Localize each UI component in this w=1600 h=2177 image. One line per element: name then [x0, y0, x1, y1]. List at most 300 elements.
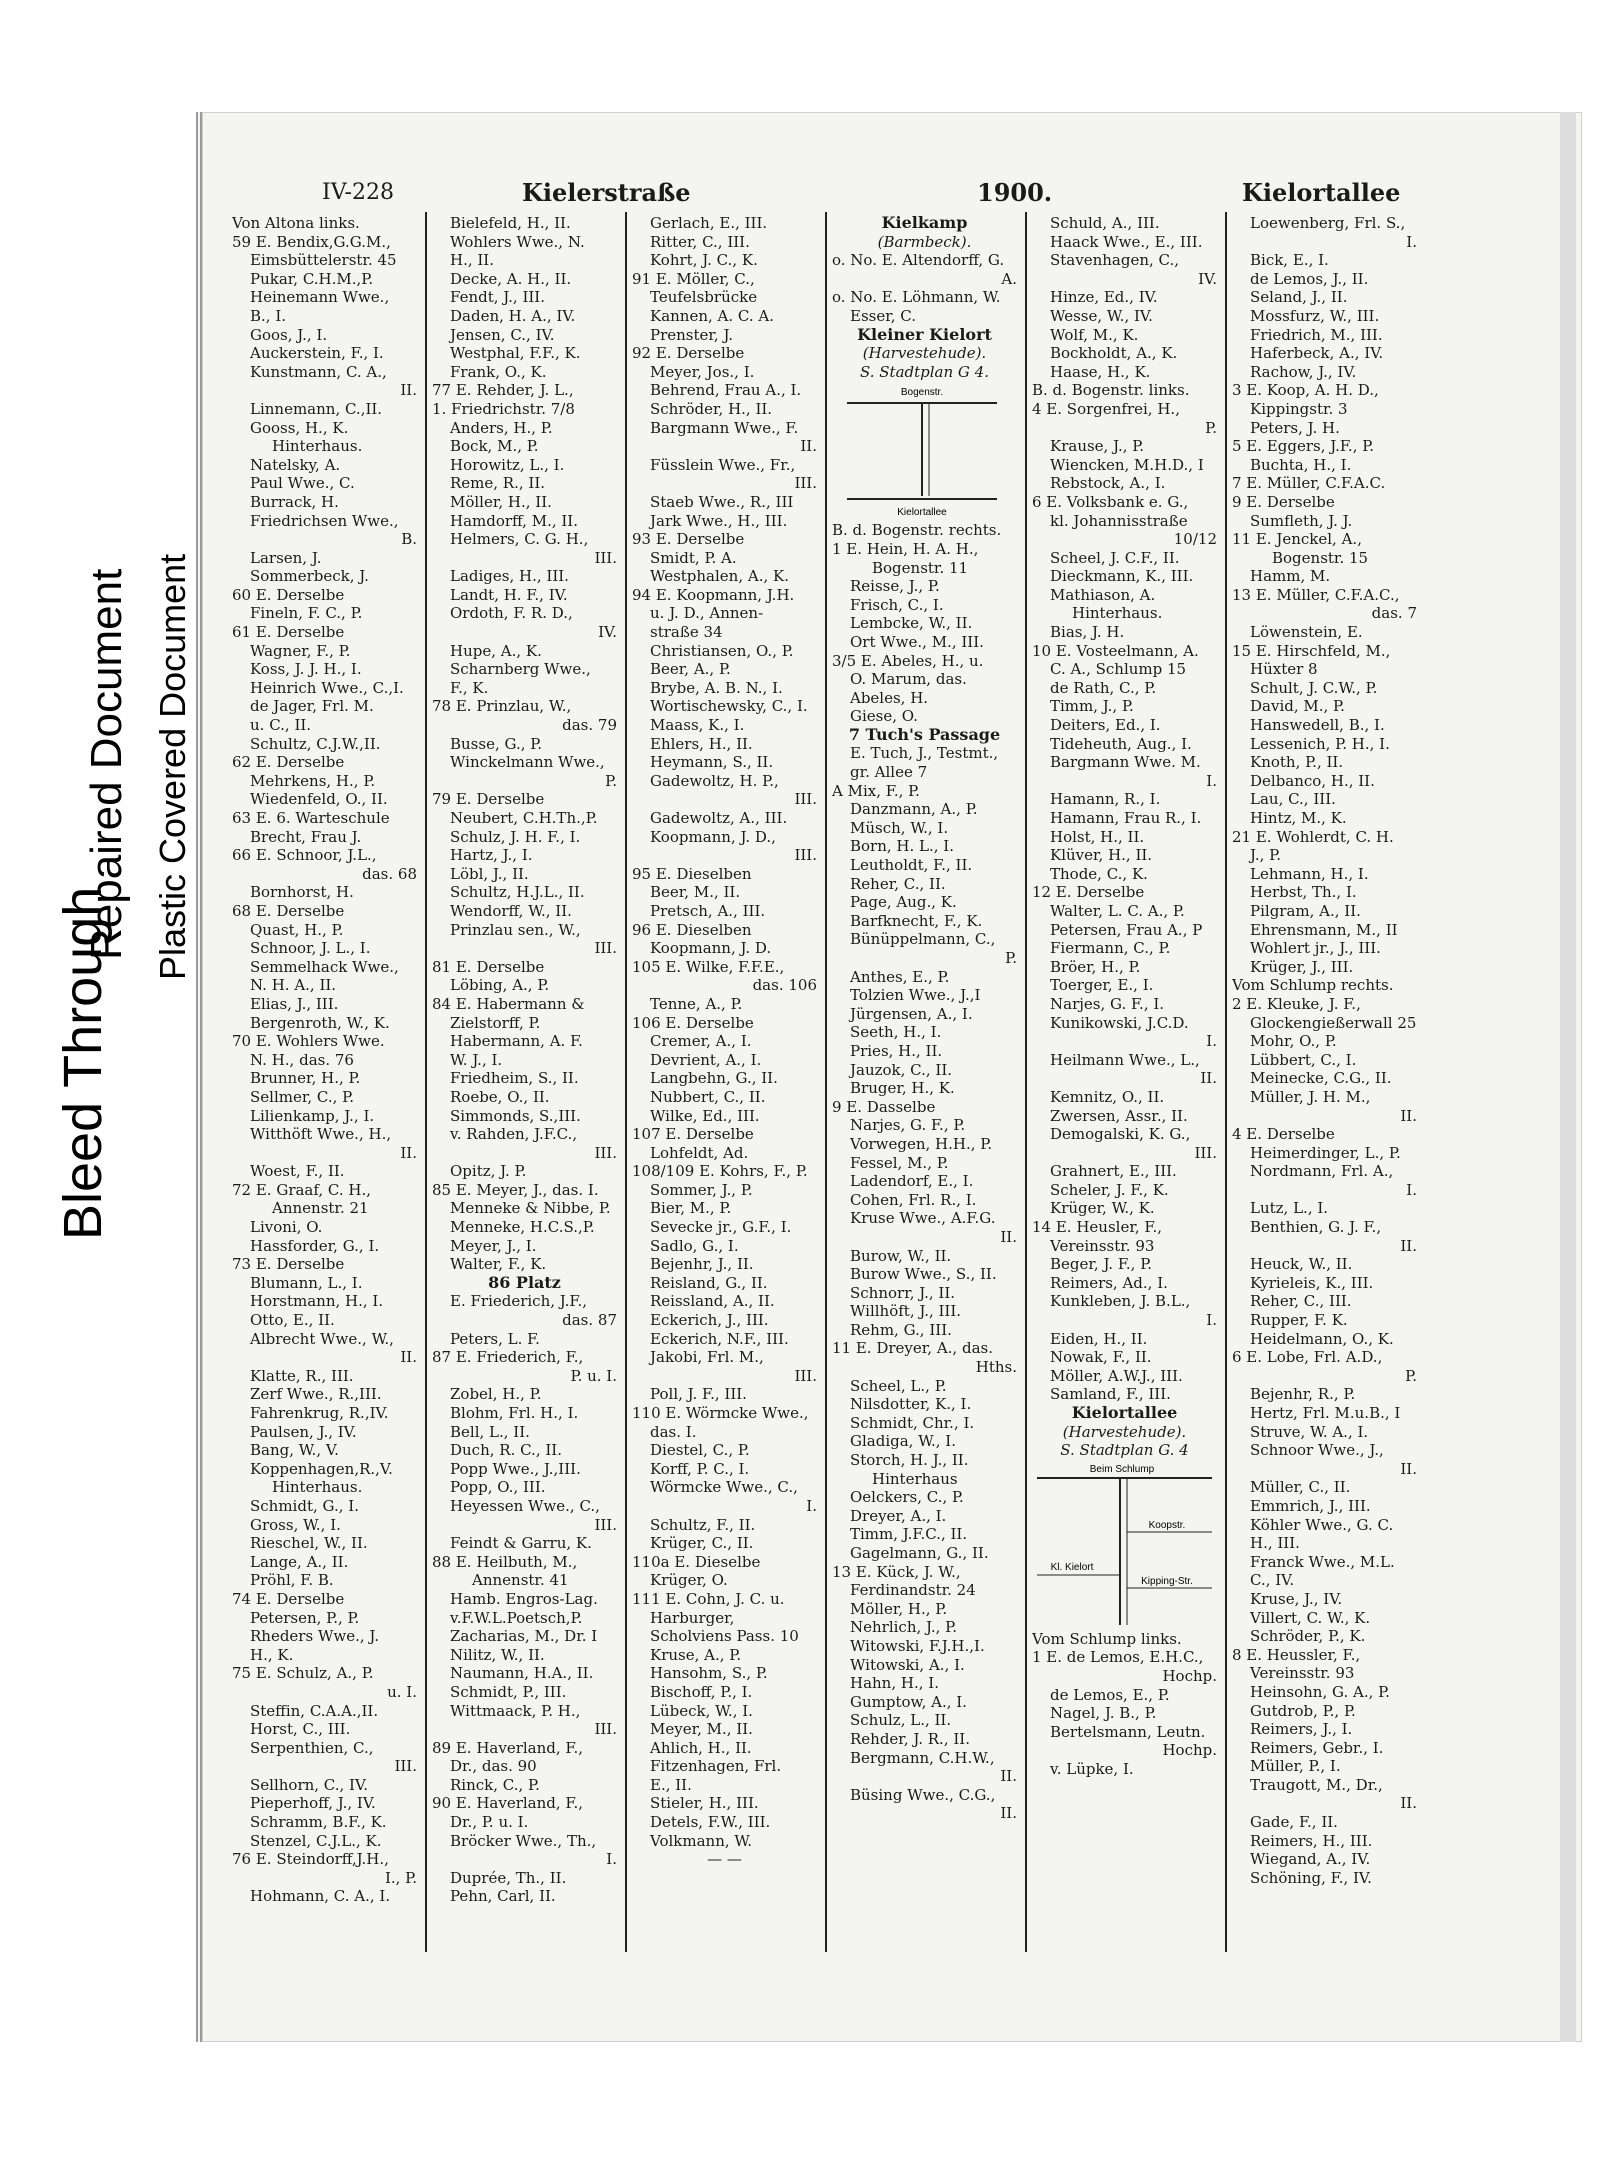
directory-entry: 1 E. Hein, H. A. H., [832, 539, 979, 558]
directory-entry: Hintz, M., K. [1250, 809, 1347, 827]
directory-entry: Friedrich, M., III. [1250, 325, 1383, 344]
directory-entry: 94 E. Koopmann, J.H. [632, 585, 795, 604]
directory-entry: Koppenhagen,R.,V. [250, 1459, 393, 1478]
directory-entry: — — [707, 1850, 742, 1869]
directory-entry: Emmrich, J., III. [1250, 1496, 1371, 1515]
directory-entry: Reisland, G., II. [650, 1273, 768, 1292]
directory-entry: Nordmann, Frl. A., [1250, 1162, 1394, 1181]
directory-entry: Pröhl, F. B. [250, 1571, 334, 1590]
directory-entry: Kruse Wwe., A.F.G. [850, 1209, 996, 1228]
directory-entry: J., P. [1250, 846, 1281, 865]
directory-entry: Hochp. [1162, 1741, 1217, 1760]
directory-entry: Löbing, A., P. [450, 976, 550, 995]
directory-entry: Burow Wwe., S., II. [850, 1265, 997, 1284]
directory-entry: III. [794, 474, 817, 493]
directory-entry: Rachow, J., IV. [1250, 362, 1357, 381]
directory-entry: S. Stadtplan G. 4 [1060, 1441, 1189, 1460]
directory-entry: Beer, M., II. [650, 883, 741, 902]
directory-entry: 70 E. Wohlers Wwe. [232, 1032, 385, 1051]
directory-entry: Wiedenfeld, O., II. [250, 790, 388, 809]
directory-entry: H., III. [1250, 1534, 1300, 1553]
column-1 [232, 214, 417, 1906]
directory-entry: de Rath, C., P. [1050, 678, 1157, 697]
directory-entry: Hochp. [1162, 1666, 1217, 1685]
directory-entry: Petersen, Frau A., P [1050, 920, 1203, 939]
directory-entry: Hamann, Frau R., I. [1050, 809, 1202, 827]
directory-entry: Livoni, O. [250, 1218, 323, 1237]
directory-entry: Rieschel, W., II. [250, 1534, 368, 1553]
directory-entry: Bock, M., P. [450, 437, 539, 456]
street-map-1 [832, 381, 1017, 521]
directory-entry: 3/5 E. Abeles, H., u. [832, 651, 984, 670]
directory-entry: B., I. [250, 306, 287, 325]
directory-entry: II. [400, 1348, 417, 1367]
directory-entry: kl. Johannisstraße [1050, 511, 1188, 530]
directory-entry: P. u. I. [570, 1366, 617, 1385]
directory-entry: Popp, O., III. [450, 1478, 546, 1497]
directory-entry: Schöning, F., IV. [1250, 1868, 1372, 1887]
directory-entry: Bergenroth, W., K. [250, 1013, 390, 1032]
directory-entry: 1 E. de Lemos, E.H.C., [1032, 1648, 1204, 1667]
directory-entry: II. [1200, 1069, 1217, 1088]
directory-entry: 87 E. Friederich, F., [432, 1348, 584, 1367]
directory-entry: II. [1000, 1804, 1017, 1823]
directory-entry: I. [1406, 1180, 1417, 1199]
directory-entry: Rupper, F. K. [1250, 1311, 1348, 1330]
directory-entry: Meyer, M., II. [650, 1720, 753, 1739]
street-map [832, 381, 1017, 521]
directory-entry: Burow, W., II. [850, 1246, 952, 1265]
directory-entry: Behrend, Frau A., I. [650, 381, 802, 400]
directory-entry: Bischoff, P., I. [650, 1682, 753, 1701]
directory-entry: Born, H. L., I. [850, 837, 954, 856]
directory-entry: Timm, J., P. [1050, 697, 1134, 716]
directory-entry: 9 E. Derselbe [1232, 492, 1335, 511]
directory-entry: Reimers, Ad., I. [1050, 1273, 1168, 1292]
directory-entry: Hinterhaus. [272, 437, 363, 456]
directory-entry: Heuck, W., II. [1250, 1255, 1353, 1274]
directory-entry: Meyer, J., I. [450, 1236, 537, 1255]
directory-entry: Tenne, A., P. [650, 994, 743, 1013]
directory-entry: Bargmann Wwe. M. [1050, 753, 1201, 772]
repaired-label: Repaired Document [82, 568, 131, 960]
directory-entry: Danzmann, A., P. [850, 800, 978, 819]
directory-entry: Bockholdt, A., K. [1050, 344, 1178, 363]
directory-entry: Reher, C., III. [1250, 1292, 1352, 1311]
directory-entry: Müller, J. H. M., [1250, 1087, 1371, 1106]
directory-entry: 9 E. Dasselbe [832, 1097, 936, 1116]
directory-entry: Reme, R., II. [450, 474, 546, 493]
directory-entry: Koopmann, J. D. [650, 939, 772, 958]
column-divider [1025, 212, 1027, 1952]
directory-entry: Hamb. Engros-Lag. [450, 1589, 598, 1608]
directory-entry: Menneke, H.C.S.,P. [450, 1218, 595, 1237]
directory-entry: Eiden, H., II. [1050, 1329, 1148, 1348]
directory-entry: 61 E. Derselbe [232, 623, 345, 642]
directory-entry: W. J., I. [450, 1050, 503, 1069]
directory-entry: Wendorff, W., II. [450, 901, 572, 920]
directory-entry: Anthes, E., P. [850, 967, 950, 986]
directory-entry: (Harvestehude). [862, 344, 987, 363]
directory-entry: Scheel, L., P. [850, 1376, 947, 1395]
directory-entry: Schultz, H.J.L., II. [450, 883, 585, 902]
directory-entry: Brybe, A. B. N., I. [650, 678, 783, 697]
plastic-label: Plastic Covered Document [152, 553, 193, 980]
directory-entry: Ahlich, H., II. [650, 1738, 752, 1757]
directory-entry: B. [401, 530, 417, 549]
directory-entry: Prinzlau sen., W., [450, 920, 581, 939]
directory-entry: Hupe, A., K. [450, 641, 542, 660]
directory-entry: Scheel, J. C.F., II. [1050, 548, 1180, 567]
directory-entry: III. [794, 790, 817, 809]
directory-entry: Jürgensen, A., I. [850, 1004, 973, 1023]
directory-entry: 106 E. Derselbe [632, 1013, 754, 1032]
directory-entry: Scharnberg Wwe., [450, 660, 591, 679]
directory-entry: Ehrensmann, M., II [1250, 920, 1398, 939]
directory-entry: Rinck, C., P. [450, 1775, 540, 1794]
directory-entry: II. [800, 437, 817, 456]
directory-entry: o. No. E. Altendorff, G. [832, 251, 1005, 270]
directory-entry: Wörmcke Wwe., C., [650, 1478, 798, 1497]
directory-entry: Heinemann Wwe., [250, 288, 390, 307]
directory-entry: Zobel, H., P. [450, 1385, 542, 1404]
directory-entry: 81 E. Derselbe [432, 957, 545, 976]
directory-entry: Jakobi, Frl. M., [650, 1348, 764, 1367]
directory-entry: Bröcker Wwe., Th., [450, 1831, 597, 1850]
directory-entry: Nubbert, C., II. [650, 1087, 766, 1106]
directory-entry: Naumann, H.A., II. [450, 1664, 594, 1683]
directory-entry: Elias, J., III. [250, 994, 339, 1013]
directory-entry: 21 E. Wohlerdt, C. H. [1232, 827, 1394, 846]
directory-entry: Lessenich, P. H., I. [1250, 734, 1390, 753]
directory-entry: Gladiga, W., I. [850, 1432, 956, 1451]
directory-entry: Heinrich Wwe., C.,I. [250, 678, 404, 697]
directory-entry: Ort Wwe., M., III. [850, 632, 984, 651]
directory-entry: Koopmann, J. D., [650, 827, 776, 846]
directory-entry: Horstmann, H., I. [250, 1292, 384, 1311]
directory-entry: 14 E. Heusler, F., [1032, 1218, 1162, 1237]
directory-entry: 3 E. Koop, A. H. D., [1232, 381, 1379, 400]
directory-entry: 85 E. Meyer, J., das. I. [432, 1180, 599, 1199]
directory-entry: Dieckmann, K., III. [1050, 567, 1194, 586]
directory-entry: Teufelsbrücke [650, 288, 758, 307]
directory-entry: u. C., II. [250, 716, 312, 735]
directory-entry: Zacharias, M., Dr. I [450, 1627, 598, 1646]
directory-entry: Lohfeldt, Ad. [650, 1143, 749, 1162]
directory-entry: Rehm, G., III. [850, 1320, 952, 1339]
directory-entry: Page, Aug., K. [850, 893, 957, 912]
directory-entry: Lehmann, H., I. [1250, 864, 1369, 883]
bleed-through-label: Bleed Through [53, 886, 113, 1240]
column-divider [825, 212, 827, 1952]
directory-entry: Vom Schlump links. [1032, 1629, 1182, 1648]
directory-entry: Witowski, F.J.H.,I. [850, 1636, 985, 1655]
directory-entry: Heidelmann, O., K. [1250, 1329, 1394, 1348]
directory-entry: Annenstr. 21 [272, 1199, 369, 1218]
directory-entry: Devrient, A., I. [650, 1050, 762, 1069]
directory-entry: Vereinsstr. 93 [1250, 1664, 1355, 1683]
directory-entry: IV. [1198, 269, 1217, 288]
directory-entry: H., II. [450, 251, 495, 270]
directory-entry: Reimers, H., III. [1250, 1831, 1373, 1850]
directory-entry: III. [594, 1515, 617, 1534]
directory-entry: Ferdinandstr. 24 [850, 1581, 976, 1600]
page-number: IV-228 [322, 180, 394, 205]
directory-entry: Fessel, M., P. [850, 1153, 949, 1172]
directory-entry: Buchta, H., I. [1250, 455, 1352, 474]
directory-entry: Dr., das. 90 [450, 1757, 537, 1776]
directory-entry: Rebstock, A., I. [1050, 474, 1166, 493]
directory-entry: Von Altona links. [232, 214, 360, 232]
directory-entry: Jark Wwe., H., III. [650, 511, 788, 530]
directory-entry: Fineln, F. C., P. [250, 604, 363, 623]
directory-entry: Nilsdotter, K., I. [850, 1395, 972, 1414]
directory-entry: P. [1005, 949, 1017, 967]
directory-entry: Kemnitz, O., II. [1050, 1087, 1165, 1106]
directory-entry: Knoth, P., II. [1250, 753, 1344, 772]
directory-entry: Goos, J., I. [250, 325, 328, 344]
directory-entry: 4 E. Derselbe [1232, 1125, 1335, 1144]
column-2 [432, 214, 617, 1906]
map1-road-top: Bogenstr. [900, 387, 944, 399]
directory-entry: Pilgram, A., II. [1250, 901, 1361, 920]
directory-entry: I. [1406, 232, 1417, 251]
directory-entry: Semmelhack Wwe., [250, 957, 399, 976]
directory-entry: Hinterhaus. [272, 1478, 363, 1497]
directory-entry: I. [1206, 771, 1217, 790]
directory-entry: Busse, G., P. [450, 734, 543, 753]
directory-entry: Daden, H. A., IV. [450, 306, 576, 325]
directory-entry: Nilitz, W., II. [450, 1645, 545, 1664]
column-4 [832, 214, 1017, 1823]
directory-entry: 73 E. Derselbe [232, 1255, 345, 1274]
directory-entry: Heilmann Wwe., L., [1050, 1050, 1200, 1069]
directory-entry: Seland, J., II. [1250, 288, 1348, 307]
side-labels [20, 200, 193, 1240]
directory-entry: II. [400, 381, 417, 400]
directory-entry: Volkmann, W. [650, 1831, 752, 1850]
directory-entry: Schultz, F., II. [650, 1515, 756, 1534]
directory-entry: 10 E. Vosteelmann, A. [1032, 641, 1199, 660]
directory-entry: 77 E. Rehder, J. L., [432, 381, 574, 400]
directory-entry: Auckerstein, F., I. [250, 344, 384, 363]
directory-entry: Klüver, H., II. [1050, 846, 1153, 865]
directory-entry: N. H., das. 76 [250, 1050, 354, 1069]
directory-entry: Fiermann, C., P. [1050, 939, 1171, 958]
directory-entry: Kunikowski, J.C.D. [1050, 1013, 1189, 1032]
directory-entry: Franck Wwe., M.L. [1250, 1552, 1395, 1571]
map2-road-top: Beim Schlump [1089, 1463, 1155, 1475]
directory-entry: 63 E. 6. Warteschule [232, 809, 390, 827]
directory-entry: Pieperhoff, J., IV. [250, 1794, 376, 1813]
directory-entry: Friedheim, S., II. [450, 1069, 579, 1088]
directory-entry: Schult, J. C.W., P. [1250, 678, 1378, 697]
directory-entry: 75 E. Schulz, A., P. [232, 1664, 374, 1683]
directory-entry: Ladiges, H., III. [450, 567, 569, 586]
directory-entry: 59 E. Bendix,G.G.M., [232, 232, 391, 251]
directory-entry: Gadewoltz, H. P., [650, 771, 779, 790]
directory-entry: Löwenstein, E. [1250, 623, 1363, 642]
directory-entry: Anders, H., P. [450, 418, 553, 437]
directory-entry: Hertz, Frl. M.u.B., I [1250, 1404, 1401, 1422]
column-3 [632, 214, 817, 1869]
directory-entry: u. I. [387, 1682, 417, 1701]
directory-entry: David, M., P. [1250, 697, 1345, 716]
column-divider [425, 212, 427, 1952]
directory-entry: Westphal, F.F., K. [450, 344, 581, 363]
directory-entry: Bornhorst, H. [250, 883, 354, 902]
directory-entry: Simmonds, S.,III. [450, 1106, 581, 1125]
directory-entry: Wohlert jr., J., III. [1250, 939, 1381, 958]
directory-entry: Scheler, J. F., K. [1050, 1180, 1169, 1199]
directory-entry: Ladendorf, E., I. [850, 1172, 974, 1191]
street-left: Kielerstraße [522, 178, 691, 207]
directory-entry: 91 E. Möller, C., [632, 269, 755, 288]
directory-entry: 8 E. Heussler, F., [1232, 1645, 1361, 1664]
directory-entry: P. [605, 771, 617, 790]
directory-entry: Löbl, J., II. [450, 864, 529, 883]
directory-entry: 7 E. Müller, C.F.A.C. [1232, 474, 1386, 493]
directory-entry: I. [1206, 1032, 1217, 1051]
directory-entry: B. d. Bogenstr. links. [1032, 381, 1190, 400]
directory-entry: 6 E. Volksbank e. G., [1032, 492, 1189, 511]
directory-entry: Heimerdinger, L., P. [1250, 1143, 1401, 1162]
directory-entry: 60 E. Derselbe [232, 585, 345, 604]
directory-entry: 78 E. Prinzlau, W., [432, 697, 572, 716]
directory-entry: 108/109 E. Kohrs, F., P. [632, 1162, 808, 1181]
directory-entry: Mathiason, A. [1050, 585, 1156, 604]
directory-entry: Schmidt, Chr., I. [850, 1413, 975, 1432]
directory-entry: Schnorr, J., II. [850, 1283, 956, 1302]
directory-entry: Lutz, L., I. [1250, 1199, 1329, 1218]
directory-entry: Kielortallee [1071, 1404, 1178, 1422]
directory-entry: Jauzok, C., II. [850, 1060, 953, 1079]
directory-entry: Meyer, Jos., I. [650, 362, 755, 381]
directory-entry: 13 E. Müller, C.F.A.C., [1232, 585, 1400, 604]
directory-entry: 95 E. Dieselben [632, 864, 752, 883]
directory-entry: Landt, H. F., IV. [450, 585, 568, 604]
directory-entry: Thode, C., K. [1050, 864, 1148, 883]
directory-entry: Witowski, A., I. [850, 1655, 965, 1674]
directory-entry: Decke, A. H., II. [450, 269, 572, 288]
directory-entry: das. 87 [562, 1311, 617, 1330]
directory-entry: 13 E. Kück, J. W., [832, 1562, 961, 1581]
directory-entry: Langbehn, G., II. [650, 1069, 778, 1088]
directory-entry: Schulz, J. H. F., I. [450, 827, 581, 846]
directory-entry: Lilienkamp, J., I. [250, 1106, 375, 1125]
directory-entry: Gutdrob, P., P. [1250, 1701, 1356, 1720]
directory-entry: Reher, C., II. [850, 874, 946, 893]
directory-entry: Füsslein Wwe., Fr., [650, 455, 796, 474]
directory-entry: Müsch, W., I. [850, 818, 949, 837]
directory-entry: Kleiner Kielort [857, 325, 992, 344]
directory-entry: (Harvestehude). [1062, 1422, 1187, 1441]
directory-entry: III. [594, 1143, 617, 1162]
directory-entry: Schnoor, J. L., I. [250, 939, 371, 958]
directory-entry: de Jager, Frl. M. [250, 697, 374, 716]
directory-entry: Bielefeld, H., II. [450, 214, 571, 232]
directory-entry: Horowitz, L., I. [450, 455, 565, 474]
directory-entry: Schmidt, P., III. [450, 1682, 567, 1701]
directory-entry: II. [1000, 1767, 1017, 1786]
directory-entry: Harburger, [650, 1608, 735, 1627]
directory-entry: Rehder, J. R., II. [850, 1729, 970, 1748]
column-divider [625, 212, 627, 1952]
directory-entry: Beger, J. F., P. [1050, 1255, 1153, 1274]
directory-entry: 4 E. Sorgenfrei, H., [1032, 399, 1180, 418]
directory-entry: 76 E. Steindorff,J.H., [232, 1850, 389, 1869]
directory-entry: Kohrt, J. C., K. [650, 251, 758, 270]
directory-entry: Cohen, Frl. R., I. [850, 1190, 977, 1209]
directory-entry: de Lemos, J., II. [1250, 269, 1369, 288]
directory-entry: Traugott, M., Dr., [1250, 1775, 1383, 1794]
directory-entry: Reimers, Gebr., I. [1250, 1738, 1384, 1757]
directory-entry: Duch, R. C., II. [450, 1441, 562, 1460]
directory-entry: 88 E. Heilbuth, M., [432, 1552, 578, 1571]
directory-entry: Diestel, C., P. [650, 1441, 750, 1460]
directory-entry: Bertelsmann, Leutn. [1050, 1722, 1206, 1741]
directory-entry: Bejenhr, J., II. [650, 1255, 754, 1274]
directory-entry: 74 E. Derselbe [232, 1589, 345, 1608]
street-map [1032, 1460, 1217, 1630]
directory-entry: II. [1400, 1106, 1417, 1125]
directory-entry: 92 E. Derselbe [632, 344, 745, 363]
directory-entry: Stenzel, C.J.L., K. [250, 1831, 382, 1850]
directory-entry: A. [1001, 269, 1017, 288]
directory-entry: Esser, C. [850, 306, 916, 325]
directory-entry: Hohmann, C. A., I. [250, 1887, 391, 1906]
directory-entry: Kunstmann, C. A., [250, 362, 387, 381]
directory-entry: 84 E. Habermann & [432, 994, 585, 1013]
directory-entry: Loewenberg, Frl. S., [1250, 214, 1406, 232]
directory-entry: Woest, F., II. [250, 1162, 345, 1181]
directory-entry: Gade, F., II. [1250, 1813, 1338, 1832]
directory-entry: Blohm, Frl. H., I. [450, 1404, 579, 1422]
directory-entry: Ordoth, F. R. D., [450, 604, 573, 623]
directory-entry: Holst, H., II. [1050, 827, 1145, 846]
directory-entry: Pries, H., II. [850, 1041, 943, 1060]
directory-entry: Linnemann, C.,II. [250, 399, 383, 418]
directory-entry: Steffin, C.A.A.,II. [250, 1701, 379, 1720]
directory-entry: Bergmann, C.H.W., [850, 1748, 995, 1767]
directory-entry: Nagel, J. B., P. [1050, 1704, 1157, 1723]
directory-entry: 15 E. Hirschfeld, M., [1232, 641, 1391, 660]
directory-entry: Hanswedell, B., I. [1250, 716, 1385, 735]
directory-entry: 11 E. Dreyer, A., das. [832, 1339, 993, 1358]
directory-entry: Westphalen, A., K. [650, 567, 789, 586]
street-right: Kielortallee [1242, 178, 1401, 207]
directory-entry: 110a E. Dieselbe [632, 1552, 761, 1571]
directory-entry: Müller, C., II. [1250, 1478, 1351, 1497]
directory-entry: Scholviens Pass. 10 [650, 1627, 799, 1646]
directory-entry: Horst, C., III. [250, 1720, 351, 1739]
directory-entry: Sellhorn, C., IV. [250, 1775, 368, 1794]
directory-entry: 6 E. Lobe, Frl. A.D., [1232, 1348, 1383, 1367]
column-5 [1032, 214, 1217, 1779]
directory-entry: Quast, H., P. [250, 920, 344, 939]
directory-entry: 5 E. Eggers, J.F., P. [1232, 437, 1375, 456]
directory-entry: Delbanco, H., II. [1250, 771, 1375, 790]
directory-entry: Nehrlich, J., P. [850, 1618, 957, 1637]
directory-entry: Reisse, J., P. [850, 577, 940, 596]
directory-entry: Gross, W., I. [250, 1515, 341, 1534]
directory-entry: Fahrenkrug, R.,IV. [250, 1404, 389, 1422]
directory-entry: Eimsbüttelerstr. 45 [250, 251, 397, 270]
directory-entry: Meinecke, C.G., II. [1250, 1069, 1392, 1088]
directory-entry: Ehlers, H., II. [650, 734, 753, 753]
directory-entry: Neubert, C.H.Th.,P. [450, 809, 598, 827]
directory-entry: das. I. [650, 1422, 697, 1441]
